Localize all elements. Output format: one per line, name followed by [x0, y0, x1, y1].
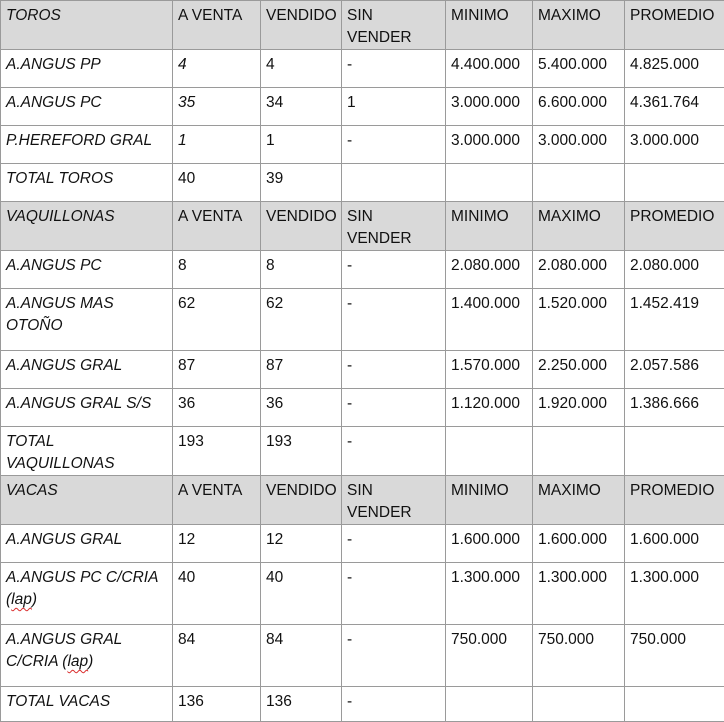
cell-promedio — [625, 687, 724, 722]
cell-minimo: 1.600.000 — [446, 525, 533, 563]
section-header-vaquillonas — [1, 202, 724, 251]
row-label-text: A.ANGUS PC — [6, 257, 102, 274]
column-header: PROMEDIO — [625, 476, 724, 525]
cell-promedio: 2.080.000 — [625, 251, 724, 289]
cell-vendido: 4 — [261, 50, 342, 88]
cell-maximo: 1.300.000 — [533, 563, 625, 625]
row-label-text: TOTAL TOROS — [6, 170, 113, 187]
table-row — [1, 625, 724, 687]
cell-vendido: 39 — [261, 164, 342, 202]
column-header: MINIMO — [446, 202, 533, 251]
column-header: A VENTA — [173, 476, 261, 525]
cell-maximo — [533, 164, 625, 202]
cell-vendido: 136 — [261, 687, 342, 722]
cell-promedio: 2.057.586 — [625, 351, 724, 389]
cell-vendido: 84 — [261, 625, 342, 687]
row-label-text: A.ANGUS GRAL C/CRIA — [6, 631, 122, 670]
cell-minimo — [446, 687, 533, 722]
column-header: A VENTA — [173, 202, 261, 251]
section-header-toros — [1, 1, 724, 50]
cell-a-venta: 87 — [173, 351, 261, 389]
cell-promedio: 4.825.000 — [625, 50, 724, 88]
row-label — [1, 389, 173, 427]
cell-sin-vender: - — [342, 351, 446, 389]
column-header: MINIMO — [446, 1, 533, 50]
row-label-text: A.ANGUS MAS OTOÑO — [6, 295, 114, 334]
cell-sin-vender: - — [342, 427, 446, 476]
column-header: PROMEDIO — [625, 202, 724, 251]
cell-a-venta: 62 — [173, 289, 261, 351]
cell-promedio: 4.361.764 — [625, 88, 724, 126]
cell-sin-vender: - — [342, 687, 446, 722]
cell-vendido: 193 — [261, 427, 342, 476]
row-label-text: A.ANGUS PP — [6, 56, 101, 73]
cell-minimo: 2.080.000 — [446, 251, 533, 289]
cell-a-venta: 84 — [173, 625, 261, 687]
table-row — [1, 525, 724, 563]
row-label: A.ANGUS GRAL C/CRIA (lap) — [1, 625, 173, 687]
cell-minimo: 1.570.000 — [446, 351, 533, 389]
cell-a-venta: 40 — [173, 563, 261, 625]
column-header: VENDIDO — [261, 476, 342, 525]
row-label-suffix: lap — [11, 591, 32, 608]
column-header: MINIMO — [446, 476, 533, 525]
row-label-text: P.HEREFORD GRAL — [6, 132, 152, 149]
column-header: MAXIMO — [533, 1, 625, 50]
row-label — [1, 251, 173, 289]
table-row — [1, 389, 724, 427]
table-row — [1, 251, 724, 289]
row-label — [1, 525, 173, 563]
cell-vendido: 12 — [261, 525, 342, 563]
cell-vendido: 1 — [261, 126, 342, 164]
cell-maximo: 2.250.000 — [533, 351, 625, 389]
row-label-text: A.ANGUS GRAL — [6, 357, 122, 374]
cell-promedio: 750.000 — [625, 625, 724, 687]
section-header-vacas — [1, 476, 724, 525]
column-header: VENDIDO — [261, 1, 342, 50]
cell-sin-vender: - — [342, 126, 446, 164]
table-row — [1, 289, 724, 351]
column-header: A VENTA — [173, 1, 261, 50]
row-label-suffix: lap — [67, 653, 88, 670]
column-header: MAXIMO — [533, 476, 625, 525]
row-label-text: A.ANGUS PC C/CRIA — [6, 569, 158, 586]
cell-maximo: 3.000.000 — [533, 126, 625, 164]
cell-minimo: 750.000 — [446, 625, 533, 687]
table-row — [1, 427, 724, 476]
cell-promedio — [625, 427, 724, 476]
cell-promedio: 1.386.666 — [625, 389, 724, 427]
cell-a-venta: 12 — [173, 525, 261, 563]
table-row — [1, 50, 724, 88]
cell-sin-vender: - — [342, 251, 446, 289]
cell-minimo — [446, 164, 533, 202]
cell-maximo: 1.920.000 — [533, 389, 625, 427]
cell-minimo: 3.000.000 — [446, 126, 533, 164]
cell-a-venta: 4 — [173, 50, 261, 88]
section-title: VACAS — [1, 476, 173, 525]
row-label — [1, 351, 173, 389]
column-header: PROMEDIO — [625, 1, 724, 50]
cell-vendido: 87 — [261, 351, 342, 389]
cell-sin-vender: - — [342, 289, 446, 351]
cell-sin-vender: - — [342, 50, 446, 88]
column-header: SIN VENDER — [342, 202, 446, 251]
cell-sin-vender: 1 — [342, 88, 446, 126]
row-label — [1, 687, 173, 722]
cell-maximo: 1.600.000 — [533, 525, 625, 563]
row-label-text: A.ANGUS PC — [6, 94, 102, 111]
column-header: MAXIMO — [533, 202, 625, 251]
cell-vendido: 8 — [261, 251, 342, 289]
row-label — [1, 427, 173, 476]
cell-maximo: 750.000 — [533, 625, 625, 687]
cell-a-venta: 36 — [173, 389, 261, 427]
cell-sin-vender: - — [342, 625, 446, 687]
cell-maximo: 2.080.000 — [533, 251, 625, 289]
row-label-text: TOTAL VACAS — [6, 693, 110, 710]
cell-minimo: 1.300.000 — [446, 563, 533, 625]
cell-minimo: 1.120.000 — [446, 389, 533, 427]
row-label — [1, 50, 173, 88]
cell-sin-vender: - — [342, 525, 446, 563]
cell-maximo — [533, 427, 625, 476]
cell-a-venta: 193 — [173, 427, 261, 476]
table-row — [1, 88, 724, 126]
row-label — [1, 289, 173, 351]
row-label — [1, 164, 173, 202]
cell-minimo: 3.000.000 — [446, 88, 533, 126]
column-header: VENDIDO — [261, 202, 342, 251]
cell-vendido: 62 — [261, 289, 342, 351]
cell-promedio: 1.300.000 — [625, 563, 724, 625]
section-title: VAQUILLONAS — [1, 202, 173, 251]
cell-a-venta: 35 — [173, 88, 261, 126]
cell-vendido: 36 — [261, 389, 342, 427]
cell-maximo: 5.400.000 — [533, 50, 625, 88]
cell-sin-vender: - — [342, 563, 446, 625]
section-title: TOROS — [1, 1, 173, 50]
table-body — [1, 1, 724, 722]
table-row — [1, 351, 724, 389]
cell-maximo — [533, 687, 625, 722]
cell-vendido: 34 — [261, 88, 342, 126]
cell-promedio: 1.452.419 — [625, 289, 724, 351]
row-label-text: TOTAL VAQUILLONAS — [6, 433, 115, 472]
cell-a-venta: 8 — [173, 251, 261, 289]
cell-promedio — [625, 164, 724, 202]
cell-minimo: 4.400.000 — [446, 50, 533, 88]
row-label-text: A.ANGUS GRAL S/S — [6, 395, 151, 412]
cell-maximo: 6.600.000 — [533, 88, 625, 126]
row-label-text: A.ANGUS GRAL — [6, 531, 122, 548]
cell-sin-vender: - — [342, 389, 446, 427]
table-row — [1, 687, 724, 722]
cell-maximo: 1.520.000 — [533, 289, 625, 351]
table-row — [1, 126, 724, 164]
row-label — [1, 126, 173, 164]
cell-promedio: 3.000.000 — [625, 126, 724, 164]
cell-sin-vender — [342, 164, 446, 202]
table-row — [1, 563, 724, 625]
cell-a-venta: 40 — [173, 164, 261, 202]
cell-a-venta: 1 — [173, 126, 261, 164]
row-label: A.ANGUS PC C/CRIA (lap) — [1, 563, 173, 625]
cell-minimo — [446, 427, 533, 476]
column-header: SIN VENDER — [342, 1, 446, 50]
cell-vendido: 40 — [261, 563, 342, 625]
cell-minimo: 1.400.000 — [446, 289, 533, 351]
cell-a-venta: 136 — [173, 687, 261, 722]
column-header: SIN VENDER — [342, 476, 446, 525]
table-row — [1, 164, 724, 202]
row-label — [1, 88, 173, 126]
cell-promedio: 1.600.000 — [625, 525, 724, 563]
